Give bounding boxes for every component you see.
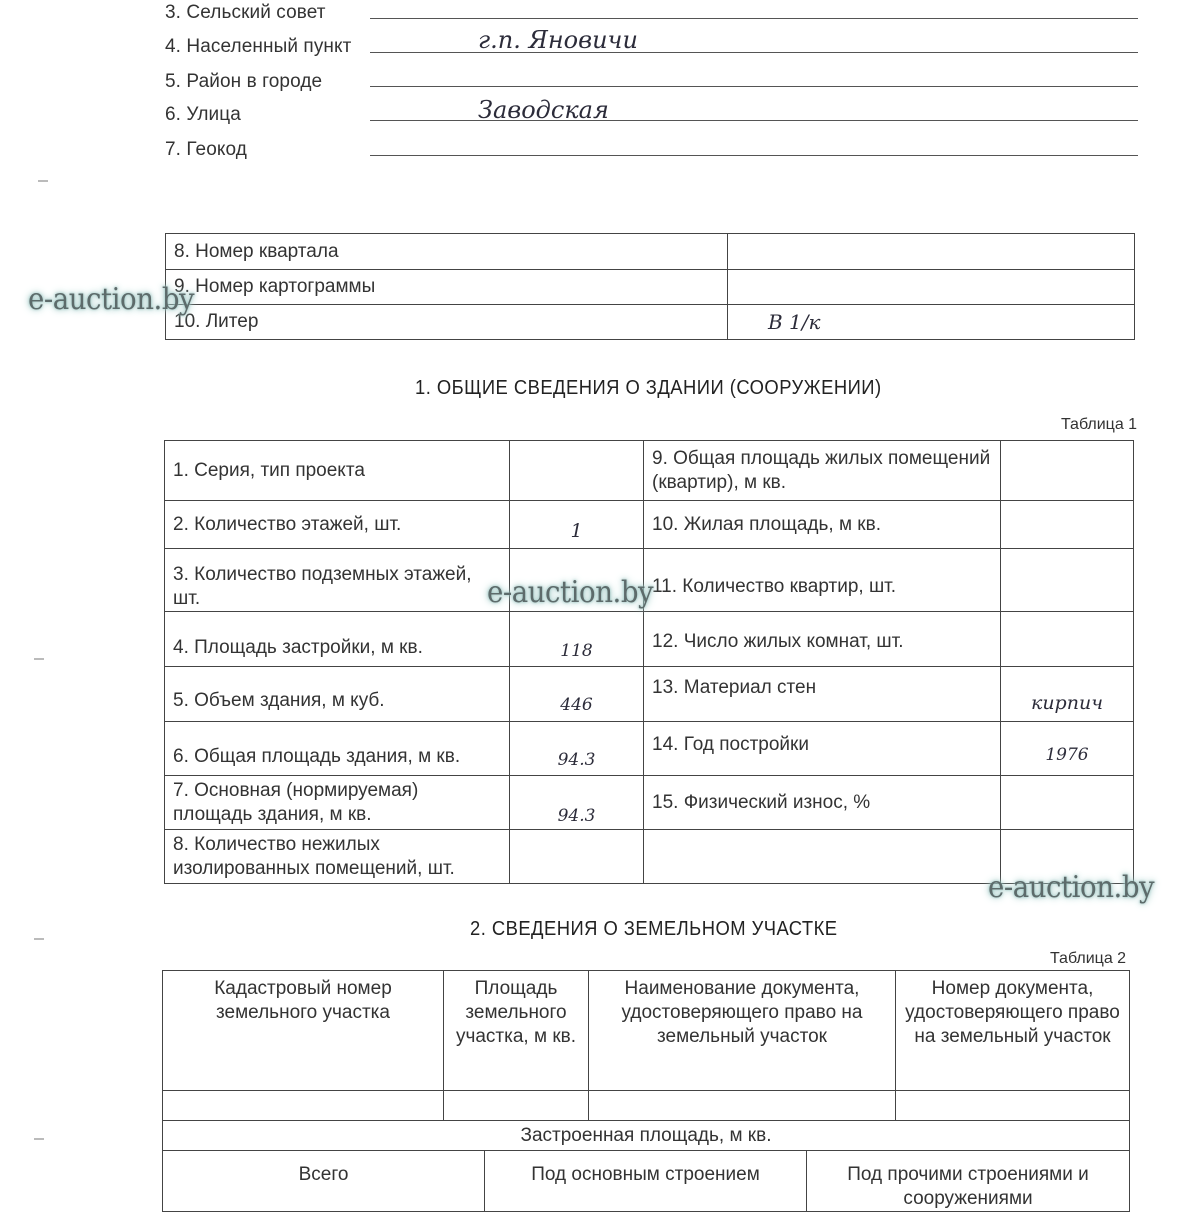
built-up-area-value[interactable]: 118: [510, 612, 644, 667]
table-row: [166, 270, 1135, 305]
cadastral-number-value[interactable]: [163, 1091, 444, 1121]
scan-speck: [34, 938, 44, 940]
table-row: [165, 667, 1134, 722]
section2-title: 2. СВЕДЕНИЯ О ЗЕМЕЛЬНОМ УЧАСТКЕ: [470, 918, 838, 940]
residential-total-area-value[interactable]: [1001, 441, 1134, 501]
document-name-value[interactable]: [589, 1091, 896, 1121]
watermark: e-auction.by: [487, 575, 654, 610]
series-label: 1. Серия, тип проекта: [165, 441, 510, 501]
section1-title: 1. ОБЩИЕ СВЕДЕНИЯ О ЗДАНИИ (СООРУЖЕНИИ): [415, 377, 882, 399]
built-area-main-header: Под основным строением: [485, 1151, 807, 1212]
floors-label: 2. Количество этажей, шт.: [165, 501, 510, 549]
table-row: [163, 1121, 1130, 1151]
table1-label: Таблица 1: [1061, 416, 1138, 433]
construction-year-value[interactable]: 1976: [1001, 722, 1134, 776]
document-number-header: Номер документа, удостоверяющего право на земельный участок: [896, 971, 1130, 1091]
village-council-label: 3. Сельский совет: [165, 2, 326, 23]
geocode-line[interactable]: [370, 155, 1138, 156]
document-name-header: Наименование документа, удостоверяющего право на земельный участок: [589, 971, 896, 1091]
living-rooms-label: 12. Число жилых комнат, шт.: [644, 612, 1001, 667]
living-area-label: 10. Жилая площадь, м кв.: [644, 501, 1001, 549]
built-area-header: Застроенная площадь, м кв.: [163, 1121, 1130, 1151]
physical-wear-value[interactable]: [1001, 776, 1134, 830]
watermark: e-auction.by: [28, 282, 195, 317]
physical-wear-label: 15. Физический износ, %: [644, 776, 1001, 830]
table-row: [165, 612, 1134, 667]
table-row: [166, 305, 1135, 340]
series-value[interactable]: [510, 441, 644, 501]
plot-area-header: Площадь земельного участка, м кв.: [444, 971, 589, 1091]
village-council-line[interactable]: [370, 18, 1138, 19]
volume-value[interactable]: 446: [510, 667, 644, 722]
table-row: [163, 1091, 1130, 1121]
built-area-other-header: Под прочими строениями и сооружениями: [807, 1151, 1130, 1212]
city-district-line[interactable]: [370, 86, 1138, 87]
apartments-count-label: 11. Количество квартир, шт.: [644, 549, 1001, 612]
total-building-area-value[interactable]: 94.3: [510, 722, 644, 776]
block-number-value[interactable]: [728, 234, 1135, 270]
street-label: 6. Улица: [165, 104, 241, 125]
cartogram-number-label: 9. Номер картограммы: [166, 270, 728, 305]
cartogram-number-value[interactable]: [728, 270, 1135, 305]
construction-year-label: 14. Год постройки: [644, 722, 1001, 776]
non-residential-premises-value[interactable]: [510, 830, 644, 884]
table-row: [165, 441, 1134, 501]
total-building-area-label: 6. Общая площадь здания, м кв.: [165, 722, 510, 776]
non-residential-premises-label: 8. Количество нежилых изолированных помещений, шт.: [165, 830, 510, 884]
table-row: [165, 501, 1134, 549]
scan-speck: [38, 180, 48, 182]
living-area-value[interactable]: [1001, 501, 1134, 549]
living-rooms-value[interactable]: [1001, 612, 1134, 667]
volume-label: 5. Объем здания, м куб.: [165, 667, 510, 722]
built-up-area-label: 4. Площадь застройки, м кв.: [165, 612, 510, 667]
table2-label: Таблица 2: [1050, 950, 1127, 967]
table-header-row: [163, 971, 1130, 1091]
building-info-table: [164, 440, 1134, 884]
wall-material-value[interactable]: кирпич: [1001, 667, 1134, 722]
scan-speck: [34, 658, 44, 660]
apartments-count-value[interactable]: [1001, 549, 1134, 612]
main-area-value[interactable]: 94.3: [510, 776, 644, 830]
main-area-label: 7. Основная (нормируемая) площадь здания, м кв.: [165, 776, 510, 830]
cadastral-number-header: Кадастровый номер земельного участка: [163, 971, 444, 1091]
street-value: Заводская: [478, 96, 609, 124]
table-row: [165, 722, 1134, 776]
watermark: e-auction.by: [988, 870, 1155, 905]
liter-value[interactable]: В 1/к: [728, 305, 1135, 340]
land-plot-table: [162, 970, 1130, 1151]
identification-table: [165, 233, 1135, 340]
built-area-table: [162, 1150, 1130, 1212]
empty-right-label: [644, 830, 1001, 884]
table-row: [165, 776, 1134, 830]
floors-value[interactable]: 1: [510, 501, 644, 549]
scan-speck: [34, 1138, 44, 1140]
wall-material-label: 13. Материал стен: [644, 667, 1001, 722]
plot-area-value[interactable]: [444, 1091, 589, 1121]
settlement-value: г.п. Яновичи: [478, 26, 638, 54]
built-area-total-header: Всего: [163, 1151, 485, 1212]
residential-total-area-label: 9. Общая площадь жилых помещений (квартир), м кв.: [644, 441, 1001, 501]
geocode-label: 7. Геокод: [165, 139, 247, 160]
table-row: [166, 234, 1135, 270]
settlement-label: 4. Населенный пункт: [165, 36, 352, 57]
table-header-row: [163, 1151, 1130, 1212]
document-number-value[interactable]: [896, 1091, 1130, 1121]
block-number-label: 8. Номер квартала: [166, 234, 728, 270]
underground-floors-label: 3. Количество подземных этажей, шт.: [165, 549, 510, 612]
liter-label: 10. Литер: [166, 305, 728, 340]
city-district-label: 5. Район в городе: [165, 71, 323, 92]
